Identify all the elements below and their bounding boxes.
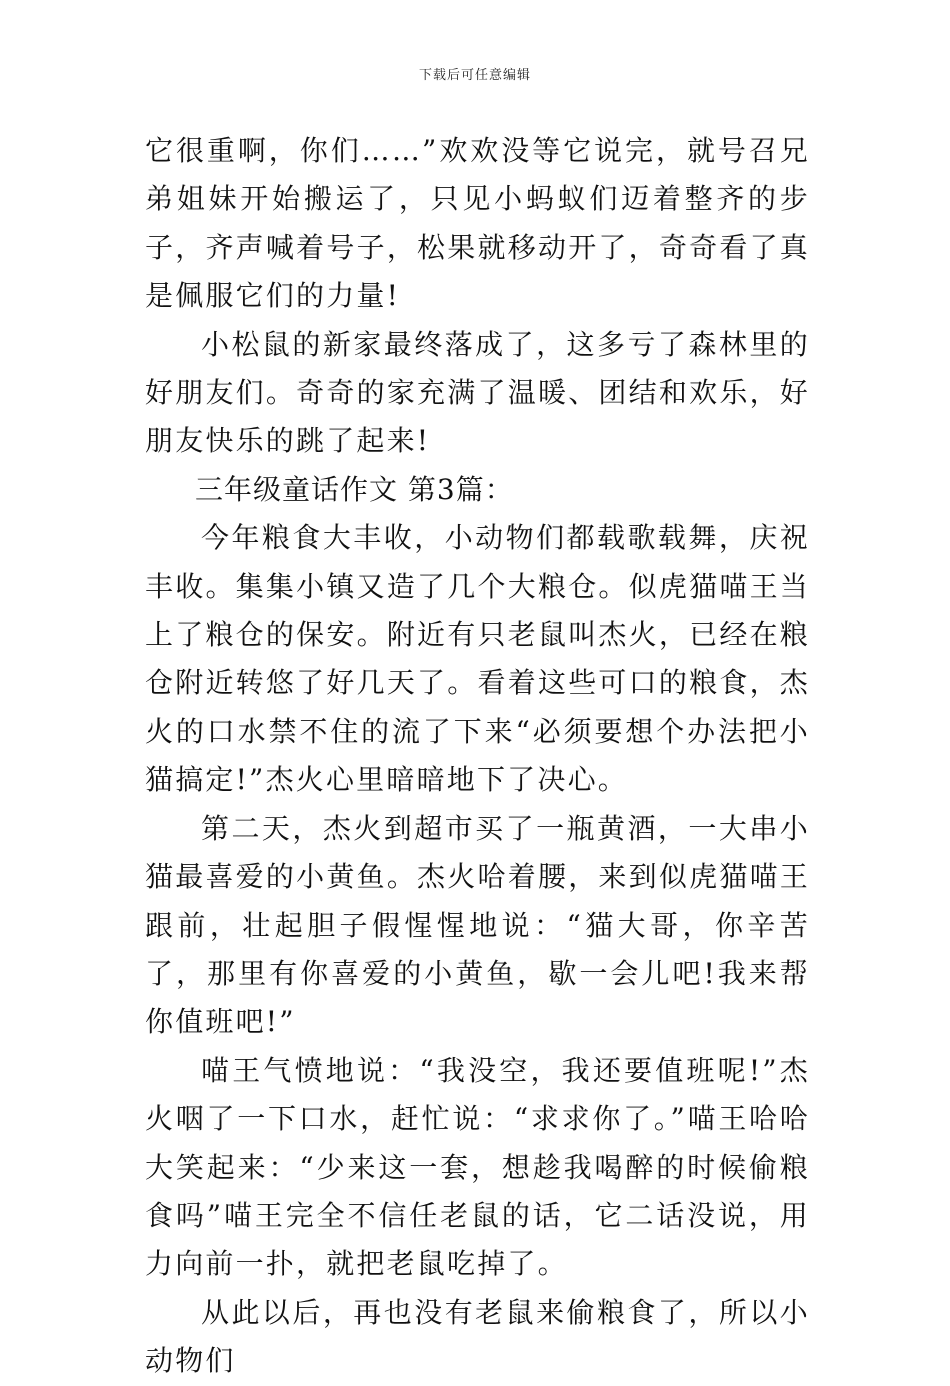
paragraph-1: 它很重啊，你们……”欢欢没等它说完，就号召兄弟姐妹开始搬运了，只见小蚂蚁们迈着整齐的步子，齐声喊着号子，松果就移动开了，奇奇看了真是佩服它们的力量! <box>145 134 810 313</box>
paragraph-5: 喵王气愤地说：“我没空，我还要值班呢!”杰火咽了一下口水，赶忙说：“求求你了。”喵王哈哈大笑起来：“少来这一套，想趁我喝醉的时候偷粮食吗”喵王完全不信任老鼠的话，它二话没说，用力向前一扑，就把老鼠吃掉了。 <box>145 1053 810 1281</box>
paragraph-6: 从此以后，再也没有老鼠来偷粮食了，所以小动物们 <box>145 1295 810 1378</box>
page-header: 下载后可任意编辑 <box>418 68 531 83</box>
section-heading: 三年级童话作文 第3篇： <box>195 472 514 506</box>
paragraph-3: 今年粮食大丰收，小动物们都载歌载舞，庆祝丰收。集集小镇又造了几个大粮仓。似虎猫喵王当上了粮仓的保安。附近有只老鼠叫杰火，已经在粮仓附近转悠了好几天了。看着这些可口的粮食，杰火的口水禁不住的流了下来“必须要想个办法把小猫搞定!”杰火心里暗暗地下了决心。 <box>145 521 810 797</box>
paragraph-2: 小松鼠的新家最终落成了，这多亏了森林里的好朋友们。奇奇的家充满了温暖、团结和欢乐，好朋友快乐的跳了起来! <box>145 327 810 458</box>
paragraph-4: 第二天，杰火到超市买了一瓶黄酒，一大串小猫最喜爱的小黄鱼。杰火哈着腰，来到似虎猫喵王跟前，壮起胆子假惺惺地说：“猫大哥，你辛苦了，那里有你喜爱的小黄鱼，歇一会儿吧!我来帮你值班吧!” <box>145 811 810 1039</box>
document-body <box>145 127 810 1386</box>
